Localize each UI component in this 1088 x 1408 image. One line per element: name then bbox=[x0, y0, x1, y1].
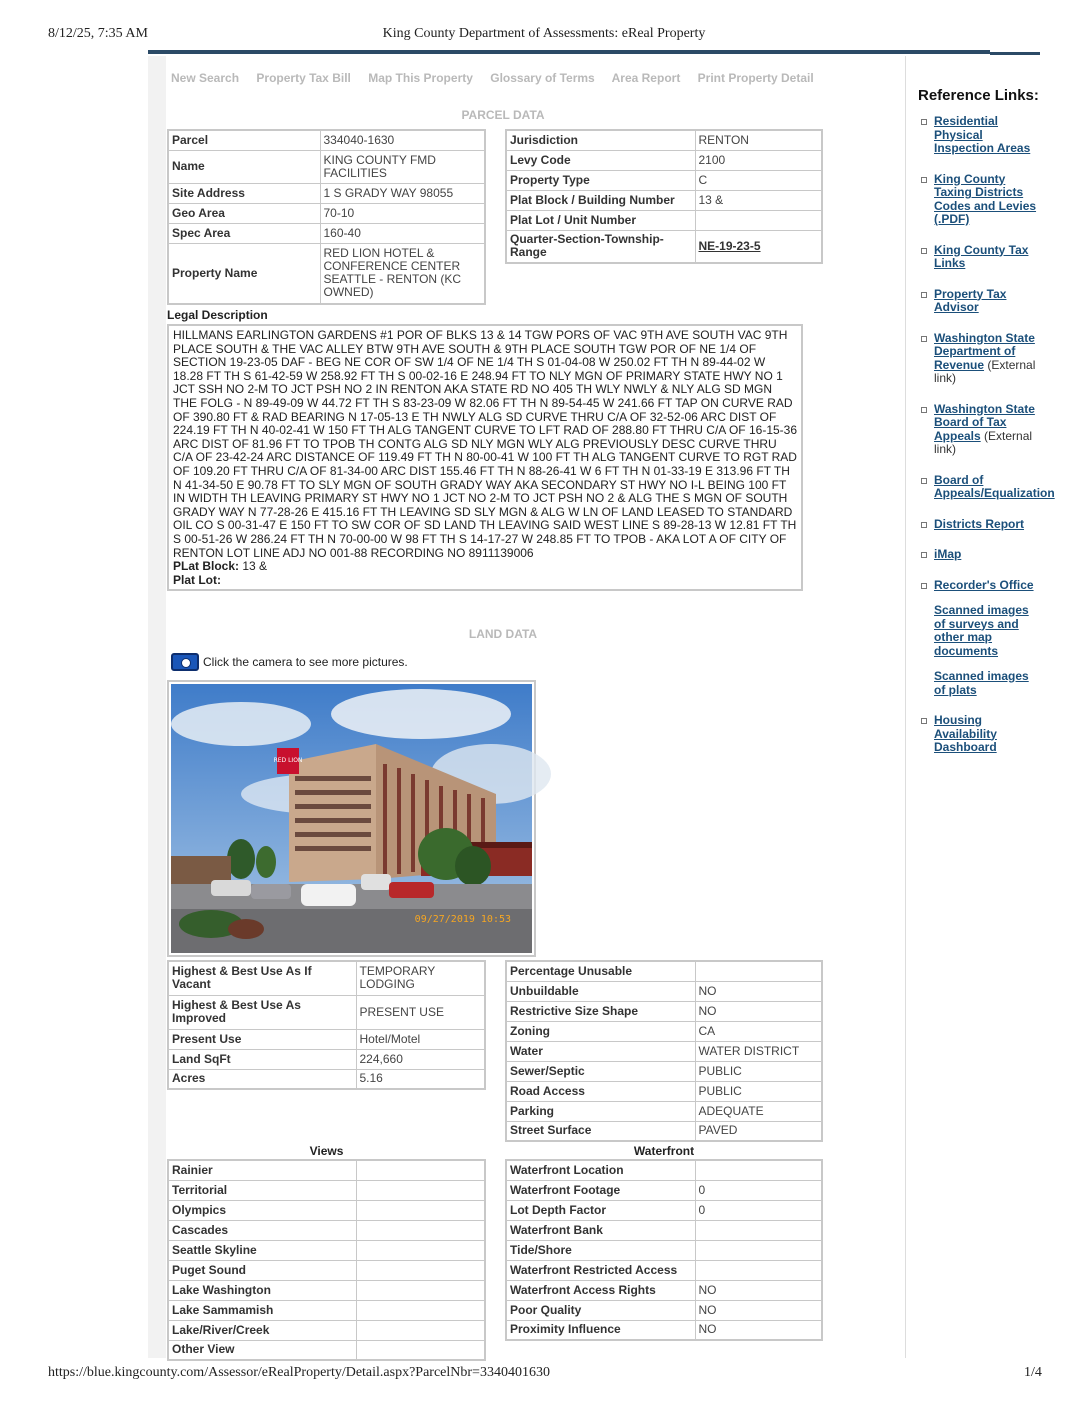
table-row bbox=[168, 1340, 485, 1360]
table-row bbox=[168, 1260, 485, 1280]
cell-value bbox=[695, 210, 822, 230]
cell-value: C bbox=[695, 170, 822, 190]
cell-label: Olympics bbox=[168, 1200, 356, 1220]
table-row bbox=[168, 1029, 485, 1049]
cell-value: ADEQUATE bbox=[695, 1101, 822, 1121]
cell-label: Territorial bbox=[168, 1180, 356, 1200]
cell-label: Jurisdiction bbox=[506, 130, 695, 150]
cell-value bbox=[356, 1180, 485, 1200]
reference-link-item bbox=[918, 173, 1040, 227]
table-row bbox=[168, 961, 485, 995]
land-table-left bbox=[167, 960, 486, 1090]
top-bar bbox=[148, 50, 990, 54]
bullet-icon bbox=[921, 119, 927, 125]
cell-value bbox=[356, 1200, 485, 1220]
cell-value bbox=[356, 1300, 485, 1320]
table-row bbox=[168, 130, 485, 150]
cell-label: Water bbox=[506, 1041, 695, 1061]
cell-value: PRESENT USE bbox=[356, 995, 485, 1029]
cell-value bbox=[356, 1320, 485, 1340]
bullet-icon bbox=[921, 583, 927, 589]
cell-label: Site Address bbox=[168, 183, 320, 203]
table-row bbox=[168, 995, 485, 1029]
cell-value: CA bbox=[695, 1021, 822, 1041]
table-row bbox=[506, 1180, 822, 1200]
land-data-heading: LAND DATA bbox=[468, 627, 538, 641]
reference-link-item bbox=[918, 288, 1040, 315]
bullet-icon bbox=[921, 292, 927, 298]
table-row bbox=[506, 210, 822, 230]
bullet-icon bbox=[921, 407, 927, 413]
plat-block-value: 13 & bbox=[242, 559, 268, 574]
plat-lot-label: Plat Lot: bbox=[173, 572, 221, 587]
cell-value: NO bbox=[695, 1280, 822, 1300]
print-page-title: King County Department of Assessments: eReal Property bbox=[382, 26, 706, 41]
cell-value bbox=[356, 1340, 485, 1360]
hotel-sign-text: RED LION bbox=[273, 757, 303, 764]
nav-glossary[interactable]: Glossary of Terms bbox=[490, 71, 595, 85]
views-table bbox=[167, 1159, 486, 1361]
table-row bbox=[168, 1160, 485, 1180]
nav-new-search[interactable]: New Search bbox=[171, 71, 240, 85]
table-row bbox=[168, 1280, 485, 1300]
table-row bbox=[506, 961, 822, 981]
cell-value bbox=[356, 1280, 485, 1300]
link-residential-inspection[interactable]: Residential Physical Inspection Areas bbox=[934, 114, 1031, 155]
waterfront-table bbox=[505, 1159, 823, 1341]
cell-label: Road Access bbox=[506, 1081, 695, 1101]
cell-label: Sewer/Septic bbox=[506, 1061, 695, 1081]
table-row bbox=[506, 130, 822, 150]
cell-label: Plat Lot / Unit Number bbox=[506, 210, 695, 230]
cell-label: Waterfront Footage bbox=[506, 1180, 695, 1200]
table-row bbox=[506, 1160, 822, 1180]
cell-value: PUBLIC bbox=[695, 1081, 822, 1101]
cell-value: NO bbox=[695, 1300, 822, 1320]
reference-links-title: Reference Links: bbox=[918, 87, 1039, 104]
plat-block-label: PLat Block: bbox=[173, 559, 240, 574]
table-row bbox=[168, 1320, 485, 1340]
bullet-icon bbox=[921, 177, 927, 183]
reference-link-item bbox=[918, 714, 1040, 755]
cell-label: Land SqFt bbox=[168, 1049, 356, 1069]
cell-value: 0 bbox=[695, 1180, 822, 1200]
cell-value bbox=[356, 1160, 485, 1180]
land-table-right bbox=[505, 960, 823, 1142]
table-row bbox=[506, 170, 822, 190]
nav-map-this-property[interactable]: Map This Property bbox=[368, 71, 473, 85]
cell-label: Street Surface bbox=[506, 1121, 695, 1141]
cell-label: Lot Depth Factor bbox=[506, 1200, 695, 1220]
views-heading: Views bbox=[309, 1144, 344, 1158]
reference-link-item bbox=[918, 518, 1040, 532]
cell-label: Rainier bbox=[168, 1160, 356, 1180]
cell-label: Seattle Skyline bbox=[168, 1240, 356, 1260]
parcel-data-heading: PARCEL DATA bbox=[461, 108, 545, 122]
link-property-tax-advisor[interactable]: Property Tax Advisor bbox=[934, 286, 1007, 314]
cell-label: Cascades bbox=[168, 1220, 356, 1240]
cell-value bbox=[356, 1240, 485, 1260]
cell-label: Lake Washington bbox=[168, 1280, 356, 1300]
table-row bbox=[506, 1240, 822, 1260]
reference-link-item bbox=[918, 403, 1040, 457]
table-row bbox=[168, 1300, 485, 1320]
parcel-table-right bbox=[505, 129, 823, 264]
waterfront-heading: Waterfront bbox=[633, 1144, 695, 1158]
link-wa-dept-revenue[interactable]: Washington State Department of Revenue bbox=[934, 330, 1035, 372]
table-row bbox=[168, 1069, 485, 1089]
cell-value: NO bbox=[695, 1320, 822, 1340]
cell-value bbox=[695, 1220, 822, 1240]
nav-print-detail[interactable]: Print Property Detail bbox=[697, 71, 814, 85]
cell-value: 70-10 bbox=[320, 203, 485, 223]
cell-value: NO bbox=[695, 981, 822, 1001]
link-recorders-office[interactable]: Recorder's Office bbox=[934, 577, 1034, 592]
cell-label: Levy Code bbox=[506, 150, 695, 170]
table-row bbox=[506, 1280, 822, 1300]
bullet-icon bbox=[921, 718, 927, 724]
table-row bbox=[506, 1320, 822, 1340]
cell-label: Property Type bbox=[506, 170, 695, 190]
cell-value bbox=[695, 230, 822, 263]
hotel-photo-image bbox=[171, 684, 532, 953]
qstr-link[interactable]: NE-19-23-5 bbox=[698, 238, 761, 253]
cell-value: RED LION HOTEL & CONFERENCE CENTER SEATTLE - RENTON (KC OWNED) bbox=[320, 243, 485, 304]
reference-link-item bbox=[918, 548, 1040, 562]
legal-description-box bbox=[167, 324, 803, 591]
cell-label: Waterfront Access Rights bbox=[506, 1280, 695, 1300]
cell-label: Puget Sound bbox=[168, 1260, 356, 1280]
top-bar-right bbox=[990, 52, 1040, 55]
cell-value: KING COUNTY FMD FACILITIES bbox=[320, 150, 485, 183]
cell-label: Parcel bbox=[168, 130, 320, 150]
table-row bbox=[506, 1121, 822, 1141]
cell-value bbox=[356, 1260, 485, 1280]
link-board-of-appeals[interactable]: Board of Appeals/Equalization bbox=[934, 472, 1055, 500]
table-row bbox=[506, 981, 822, 1001]
cell-value: 2100 bbox=[695, 150, 822, 170]
cell-value: WATER DISTRICT bbox=[695, 1041, 822, 1061]
external-link-note: (External link) bbox=[934, 428, 1033, 456]
property-photo[interactable] bbox=[167, 680, 536, 957]
link-imap[interactable]: iMap bbox=[934, 547, 962, 561]
print-date: 8/12/25, 7:35 AM bbox=[48, 26, 148, 41]
table-row bbox=[506, 1101, 822, 1121]
table-row bbox=[168, 223, 485, 243]
table-row bbox=[168, 1220, 485, 1240]
cell-label: Percentage Unusable bbox=[506, 961, 695, 981]
table-row bbox=[168, 1200, 485, 1220]
table-row bbox=[168, 183, 485, 203]
cell-label: Poor Quality bbox=[506, 1300, 695, 1320]
bullet-icon bbox=[921, 522, 927, 528]
cell-value: 13 & bbox=[695, 190, 822, 210]
table-row bbox=[506, 1081, 822, 1101]
reference-link-item bbox=[918, 670, 1040, 697]
cell-value: 224,660 bbox=[356, 1049, 485, 1069]
table-row bbox=[506, 1061, 822, 1081]
cell-value: 1 S GRADY WAY 98055 bbox=[320, 183, 485, 203]
cell-label: Highest & Best Use As If Vacant bbox=[168, 961, 356, 995]
cell-value: 160-40 bbox=[320, 223, 485, 243]
cell-value: 334040-1630 bbox=[320, 130, 485, 150]
reference-link-item bbox=[918, 244, 1040, 271]
cell-label: Zoning bbox=[506, 1021, 695, 1041]
photo-timestamp: 09/27/2019 10:53 bbox=[414, 914, 511, 925]
reference-link-item bbox=[918, 579, 1040, 593]
cell-value: PUBLIC bbox=[695, 1061, 822, 1081]
cell-value: Hotel/Motel bbox=[356, 1029, 485, 1049]
bullet-icon bbox=[921, 478, 927, 484]
cell-label: Name bbox=[168, 150, 320, 183]
camera-caption: Click the camera to see more pictures. bbox=[203, 655, 408, 669]
table-row bbox=[506, 1260, 822, 1280]
cell-label: Plat Block / Building Number bbox=[506, 190, 695, 210]
table-row bbox=[168, 243, 485, 304]
reference-link-item bbox=[918, 604, 1040, 658]
cell-value: 5.16 bbox=[356, 1069, 485, 1089]
table-row bbox=[506, 230, 822, 263]
print-page-number: 1/4 bbox=[1024, 1365, 1042, 1380]
link-wa-board-tax-appeals[interactable]: Washington State Board of Tax Appeals bbox=[934, 401, 1035, 443]
cell-label: Waterfront Location bbox=[506, 1160, 695, 1180]
camera-row bbox=[171, 653, 408, 671]
sidebar-separator bbox=[905, 56, 906, 1358]
table-row bbox=[506, 1041, 822, 1061]
link-scanned-plats[interactable]: Scanned images of plats bbox=[934, 669, 1029, 697]
cell-value: RENTON bbox=[695, 130, 822, 150]
reference-link-item bbox=[918, 472, 1055, 501]
nav-area-report[interactable]: Area Report bbox=[611, 71, 681, 85]
cell-label: Waterfront Restricted Access bbox=[506, 1260, 695, 1280]
link-scanned-surveys[interactable]: Scanned images of surveys and other map documents bbox=[934, 603, 1029, 658]
cell-label: Geo Area bbox=[168, 203, 320, 223]
parcel-table-left bbox=[167, 129, 486, 305]
reference-link-item bbox=[918, 115, 1040, 156]
bullet-icon bbox=[921, 552, 927, 558]
cell-label: Lake Sammamish bbox=[168, 1300, 356, 1320]
link-tax-links[interactable]: King County Tax Links bbox=[934, 242, 1029, 270]
table-row bbox=[506, 190, 822, 210]
cell-value bbox=[695, 961, 822, 981]
table-row bbox=[506, 1001, 822, 1021]
table-row bbox=[506, 150, 822, 170]
reference-links-list bbox=[918, 114, 1055, 772]
cell-label: Restrictive Size Shape bbox=[506, 1001, 695, 1021]
cell-label: Tide/Shore bbox=[506, 1240, 695, 1260]
camera-icon[interactable] bbox=[171, 653, 199, 671]
cell-label: Spec Area bbox=[168, 223, 320, 243]
cell-label: Acres bbox=[168, 1069, 356, 1089]
cell-label: Parking bbox=[506, 1101, 695, 1121]
cell-value: NO bbox=[695, 1001, 822, 1021]
cell-value: PAVED bbox=[695, 1121, 822, 1141]
cell-label: Present Use bbox=[168, 1029, 356, 1049]
cell-label: Waterfront Bank bbox=[506, 1220, 695, 1240]
table-row bbox=[168, 1240, 485, 1260]
cell-label: Lake/River/Creek bbox=[168, 1320, 356, 1340]
cell-label: Quarter-Section-Township-Range bbox=[506, 230, 695, 263]
cell-value: TEMPORARY LODGING bbox=[356, 961, 485, 995]
legal-description-heading: Legal Description bbox=[167, 308, 268, 322]
bullet-icon bbox=[921, 336, 927, 342]
reference-link-item bbox=[918, 332, 1040, 386]
table-row bbox=[168, 1180, 485, 1200]
table-row bbox=[506, 1200, 822, 1220]
nav-property-tax-bill[interactable]: Property Tax Bill bbox=[256, 71, 351, 85]
table-row bbox=[506, 1021, 822, 1041]
top-nav bbox=[171, 71, 828, 85]
external-link-note: (External link) bbox=[934, 357, 1036, 385]
link-districts-report[interactable]: Districts Report bbox=[934, 516, 1025, 531]
cell-label: Other View bbox=[168, 1340, 356, 1360]
cell-label: Unbuildable bbox=[506, 981, 695, 1001]
legal-description-text: HILLMANS EARLINGTON GARDENS #1 POR OF BLKS 13 & 14 TGW PORS OF VAC 9TH AVE SOUTH VAC 9TH PLACE SOUTH & THE VAC ALLEY BTW 9TH AVE SOUTH & 9TH PLACE SOUTH TGW POR OF NE 1/4 OF SECTION 19-23-05 DAF - BEG NE COR OF SW 1/4 OF NE 1/4 TH S 01-04-08 W 250.02 FT TH N 89-44-02 W 18.28 FT TH S 61-42-59 W 258.92 FT TH S 00-02-16 E 248.94 FT TO NLY MGN OF PRIMARY STATE HWY NO 1 JCT SSH NO 2-M TO JCT PSH NO 2 IN RENTON AKA STATE RD NO 405 TH WLY NWLY & NLY ALG SD MGN THE FOLG - N 89-49-09 W 44.72 FT TH S 83-23-09 W 82.06 FT TH N 89-54-45 W 241.66 FT TAP ON CURVE RAD OF 390.80 FT & RAD BEARING N 17-05-13 E TH NWLY ALG SD CURVE THRU C/A OF 32-52-06 ARC DIST OF 224.19 FT TH N 40-02-41 W 150 FT TH ALG TANGENT CURVE TO LFT RAD OF 288.80 FT THRU C/A OF 16-15-36 ARC DIST OF 81.96 FT TO TPOB TH CONTG ALG SD NLY MGN WLY ALG PREVIOUSLY DESC CURVE THRU C/A OF 23-42-24 ARC DISTANCE OF 119.49 FT TH N 80-00-41 W 100 FT TH ALG TANGENT CURVE TO RGT RAD OF 109.20 FT THRU C/A OF 81-34-00 ARC DIST 155.46 FT TH N 88-26-41 W 6 FT TH N 01-33-19 E 313.96 FT TH N 41-34-50 E 90.78 FT TO SLY MGN OF SOUTH GRADY WAY AKA SECONDARY ST HWY NO I-L BEING 100 FT IN WIDTH TH LEAVING PRIMARY ST HWY NO 1 JCT NO 2-M TO JCT PSH NO 2 & ALG THE S MGN OF SOUTH GRADY WAY N 77-28-26 E 415.16 FT TH LEAVING SD SLY MGN & ALG W LN OF LAND LEASED TO STANDARD OIL CO S 00-31-47 E 150 FT TO SW COR OF SD LAND TH LEAVING SAID WEST LINE S 89-28-13 W 12.81 FT TH S 00-51-26 W 286.24 FT TH N 70-00-00 W 98 FT TH S 14-17-27 W 248.85 FT TO TPOB - AKA LOT A OF CITY OF RENTON LOT LINE ADJ NO 001-88 RECORDING NO 8911139006 bbox=[173, 328, 798, 560]
table-row bbox=[168, 1049, 485, 1069]
print-footer-url: https://blue.kingcounty.com/Assessor/eRealProperty/Detail.aspx?ParcelNbr=3340401630 bbox=[48, 1365, 550, 1380]
cell-label: Proximity Influence bbox=[506, 1320, 695, 1340]
table-row bbox=[168, 150, 485, 183]
link-taxing-districts[interactable]: King County Taxing Districts Codes and Levies (.PDF) bbox=[934, 171, 1037, 226]
cell-value bbox=[695, 1260, 822, 1280]
cell-label: Property Name bbox=[168, 243, 320, 304]
bullet-icon bbox=[921, 248, 927, 254]
cell-value: 0 bbox=[695, 1200, 822, 1220]
cell-value bbox=[695, 1240, 822, 1260]
table-row bbox=[506, 1220, 822, 1240]
link-housing-dashboard[interactable]: Housing Availability Dashboard bbox=[934, 713, 997, 754]
cell-label: Highest & Best Use As Improved bbox=[168, 995, 356, 1029]
table-row bbox=[506, 1300, 822, 1320]
cell-value bbox=[356, 1220, 485, 1240]
table-row bbox=[168, 203, 485, 223]
cell-value bbox=[695, 1160, 822, 1180]
